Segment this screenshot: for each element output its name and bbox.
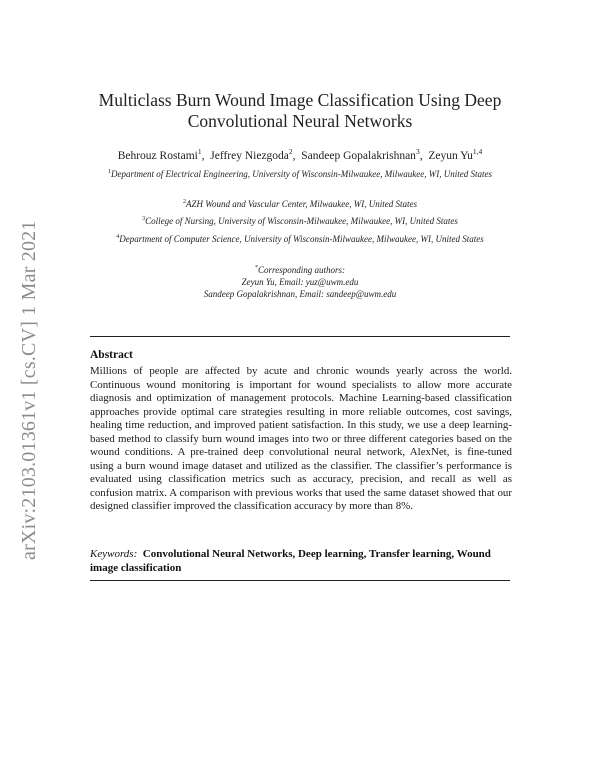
affiliation-4 <box>100 231 500 245</box>
corresponding-label-line <box>150 262 450 276</box>
abstract-body: Millions of people are affected by acute and chronic wounds yearly across the world. Continuous wound monitoring is important for wound specialists to allow more accurate diagnosis and optimization of management protocols. Machine Learning-based classification approaches provide optimal care strategies resulting in more reliable outcomes, cost savings, healing time reduction, and improved patient satisfaction. In this study, we use a deep learning-based method to classify burn wound images into two or three different categories based on the wound conditions. A pre-trained deep convolutional neural network, AlexNet, is fine-tuned using a burn wound image dataset and utilized as the classifier. The classifier’s performance is evaluated using classification metrics such as accuracy, precision, and recall as well as confusion matrix. A comparison with previous works that used the same dataset showed that our designed classifier improved the classification accuracy by more than 8%. <box>90 365 512 513</box>
affiliation-1 <box>100 166 500 180</box>
top-divider <box>90 336 510 337</box>
affiliation-mark: 4 <box>116 234 120 240</box>
author-name: Behrouz Rostami <box>117 149 198 162</box>
affiliation-mark: 1 <box>108 169 112 175</box>
corresponding-author-1: Zeyun Yu, Email: yuz@uwm.edu <box>241 277 359 287</box>
keywords-text: Convolutional Neural Networks, Deep learning, Transfer learning, Wound image classification <box>90 548 491 574</box>
bottom-divider <box>90 580 510 581</box>
abstract-heading: Abstract <box>90 349 133 361</box>
corresponding-mark: * <box>255 265 259 271</box>
author-affiliation-mark: 1 <box>197 147 202 156</box>
author-name: Zeyun Yu <box>428 149 473 162</box>
affiliation-mark: 2 <box>183 199 187 205</box>
affiliation-2 <box>100 196 500 210</box>
affiliation-text: Department of Electrical Engineering, University of Wisconsin-Milwaukee, Milwaukee, WI, United States <box>111 169 492 179</box>
corresponding-authors <box>150 262 450 300</box>
author-list: Behrouz Rostami$^1$, Jeffrey Niezgoda$^2$, Sandeep Gopalakrishnan$^3$, Zeyun Yu$^{1,4}$ <box>117 147 483 162</box>
arxiv-identifier: arXiv:2103.01361v1 [cs.CV] 1 Mar 2021 <box>18 220 40 560</box>
affiliation-text: College of Nursing, University of Wisconsin-Milwaukee, Milwaukee, WI, United States <box>145 216 458 226</box>
author-affiliation-mark: 1,4 <box>472 147 483 156</box>
affiliation-text: AZH Wound and Vascular Center, Milwaukee, WI, United States <box>186 199 417 209</box>
affiliation-3 <box>100 213 500 227</box>
paper-title: Multiclass Burn Wound Image Classification Using Deep Convolutional Neural Networks <box>98 90 502 131</box>
keywords-label: Keywords: <box>90 548 138 560</box>
corresponding-author-2: Sandeep Gopalakrishnan, Email: sandeep@uwm.edu <box>203 289 397 299</box>
corresponding-label: Corresponding authors: <box>258 265 345 275</box>
keywords <box>90 547 512 575</box>
affiliation-mark: 3 <box>142 216 146 222</box>
author-affiliation-mark: 2 <box>288 147 293 156</box>
author-name: Sandeep Gopalakrishnan <box>301 149 416 162</box>
author-name: Jeffrey Niezgoda <box>210 149 289 162</box>
affiliation-text: Department of Computer Science, University of Wisconsin-Milwaukee, Milwaukee, WI, United States <box>119 234 484 244</box>
author-affiliation-mark: 3 <box>415 147 420 156</box>
